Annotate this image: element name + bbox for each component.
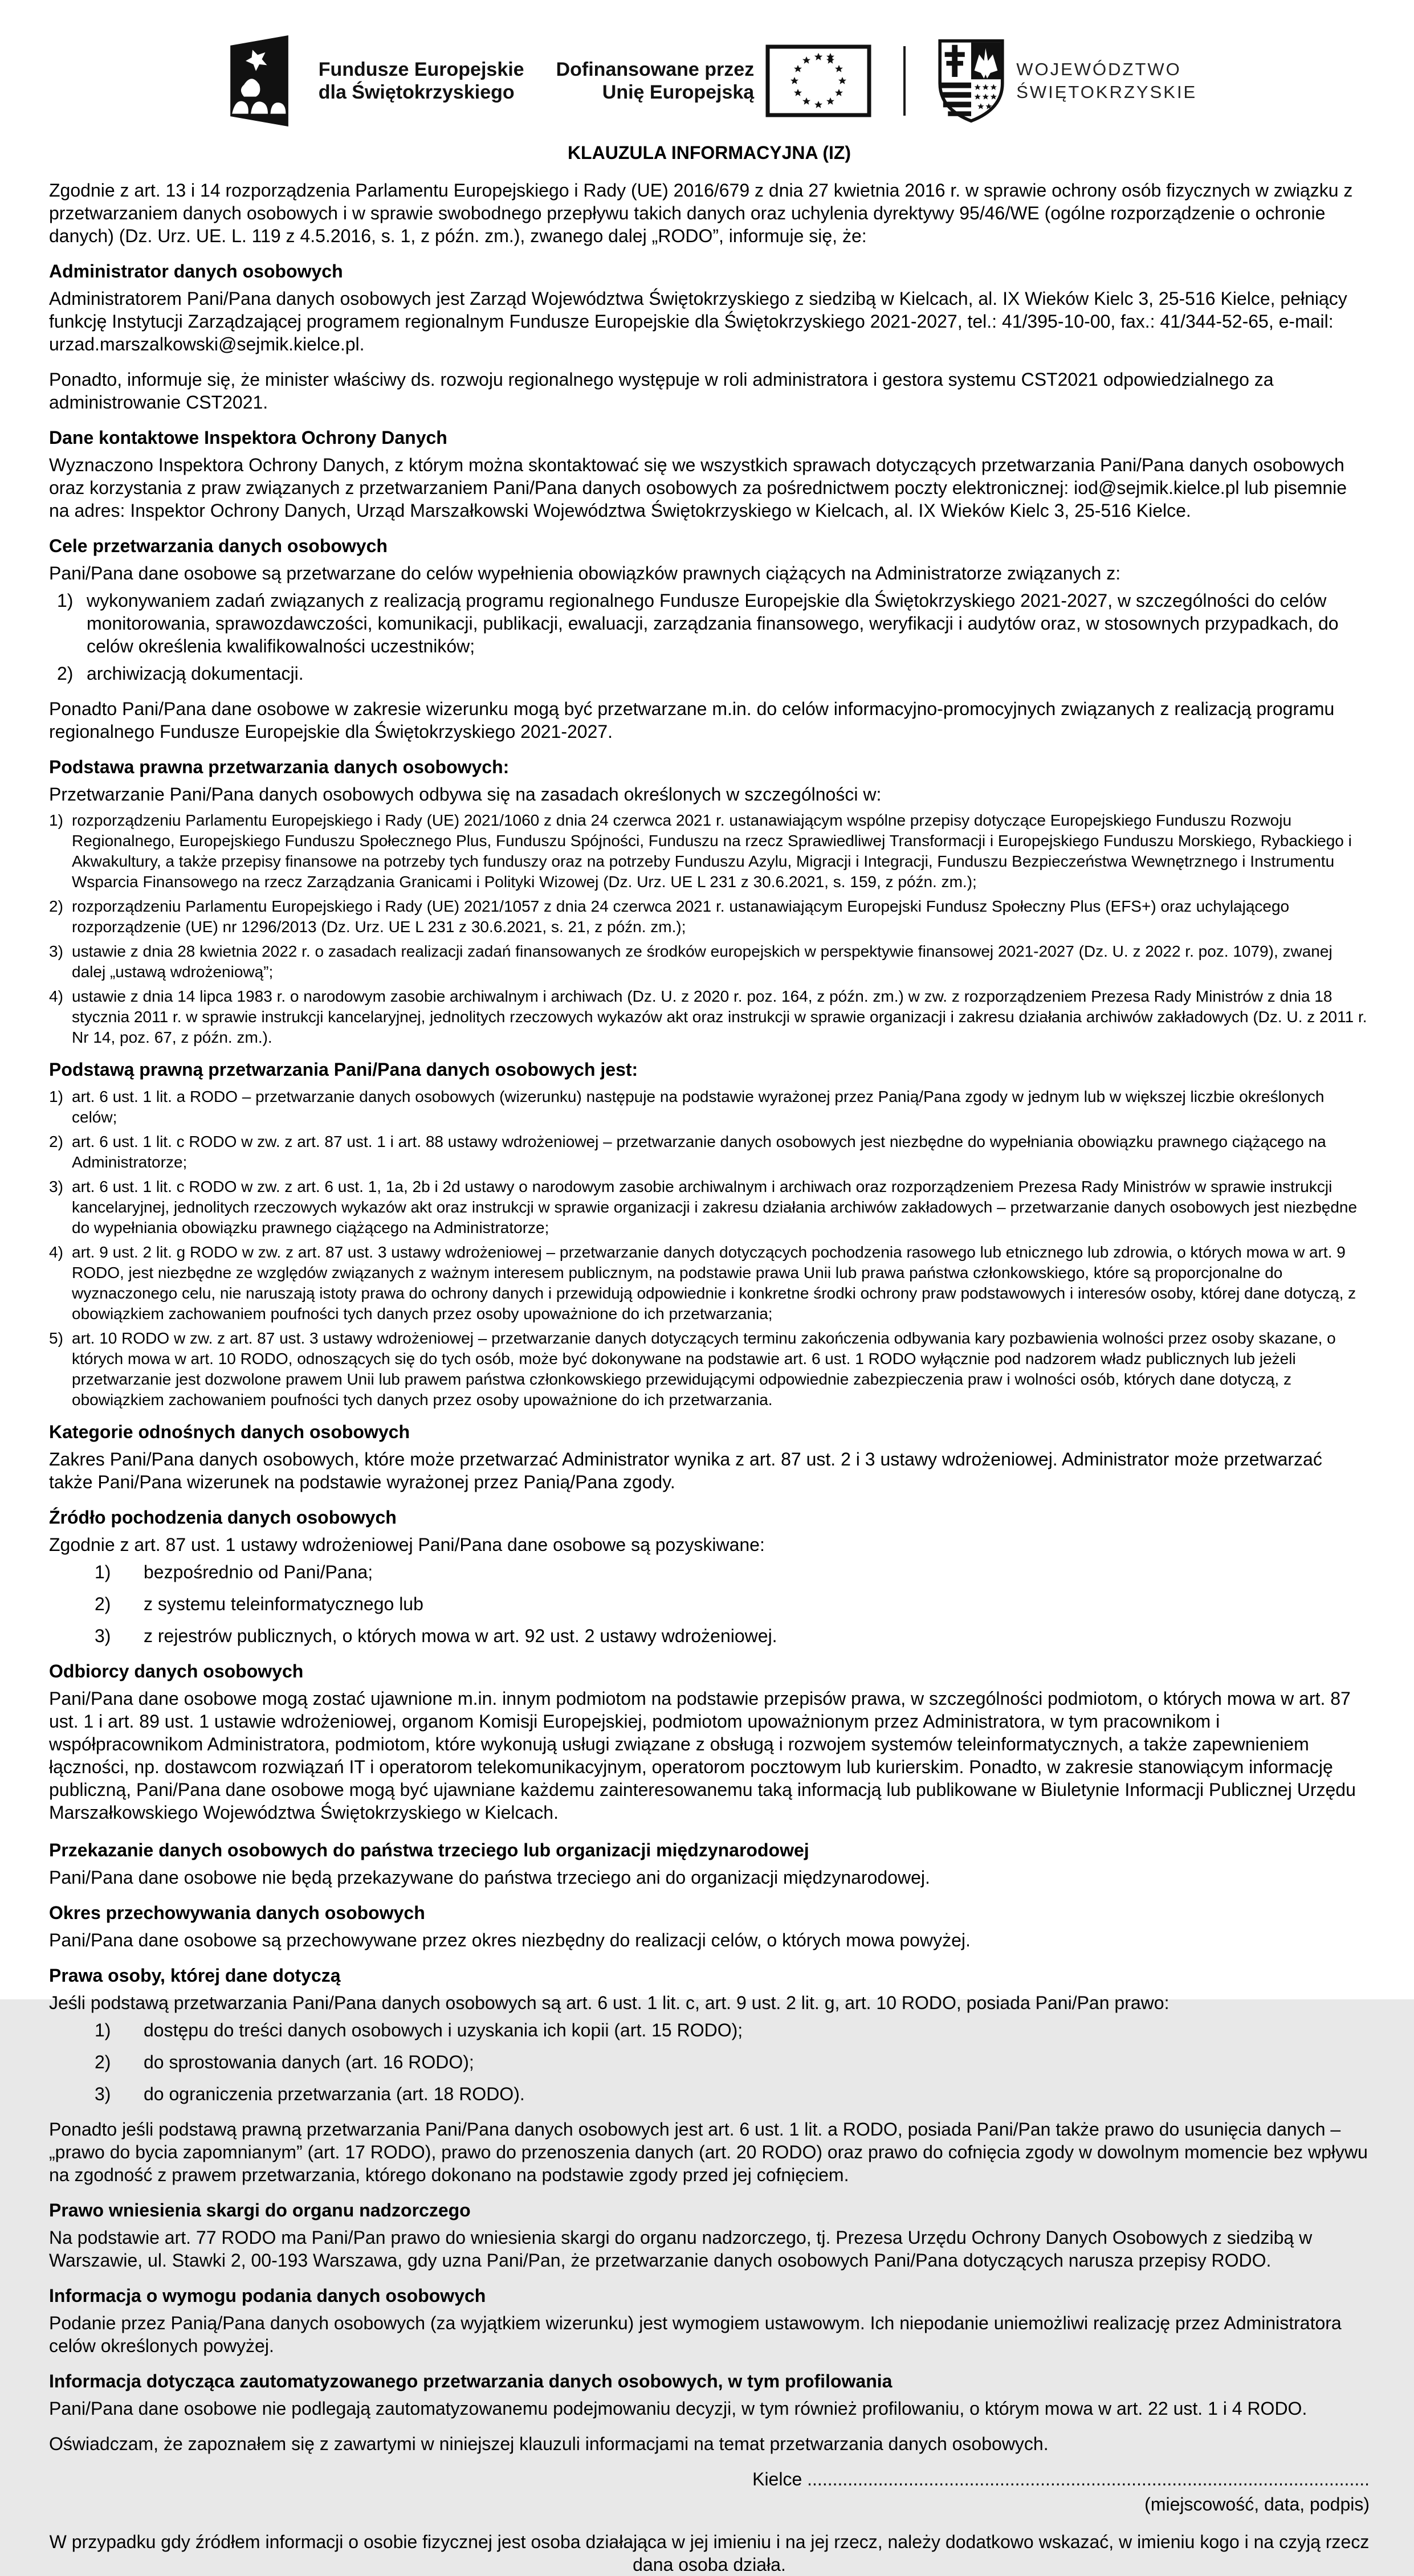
list-item: [49, 1087, 1370, 1128]
heading-prawa: Prawa osoby, której dane dotyczą: [49, 1965, 341, 1986]
wymog-paragraph: Podanie przez Panią/Pana danych osobowych (za wyjątkiem wizerunku) jest wymogiem ustawowym. Ich niepodanie uniemożliwi realizację przez Administratora celów określonych powyżej.: [49, 2313, 1342, 2356]
list-item-text: art. 6 ust. 1 lit. c RODO w zw. z art. 87 ust. 1 i art. 88 ustawy wdrożeniowej – przetwarzanie danych osobowych jest niezbędne do wypełniania obowiązku prawnego ciążącego na Administratorze;: [72, 1133, 1326, 1171]
list-item-number: 1): [95, 1562, 111, 1582]
prawa-paragraph-2: Ponadto jeśli podstawą prawną przetwarzania Pani/Pana danych osobowych jest art. 6 ust. 1 lit. a RODO, posiada Pani/Pan także prawo do usunięcia danych – „prawo do bycia zapomnianym” (art. 17 RODO), prawo do przenoszenia danych (art. 20 RODO) oraz prawo do cofnięcia zgody w dowolnym momencie bez wpływu na zgodność z prawem przetwarzania, którego dokonano na podstawie zgody przed jej cofnięciem.: [49, 2119, 1368, 2185]
list-item-number: 2): [49, 897, 63, 915]
list-item-number: 2): [49, 1133, 63, 1150]
fundusze-europejskie-flag-icon: [222, 32, 307, 130]
list-item-number: 3): [49, 942, 63, 960]
list-item-text: bezpośrednio od Pani/Pana;: [144, 1562, 373, 1582]
list-item-text: wykonywaniem zadań związanych z realizacją programu regionalnego Fundusze Europejskie dla Świętokrzyskiego 2021-2027, w szczególności do celów monitorowania, sprawozdawczości, komunikacji, publikacji, ewaluacji, zarządzania finansowego, weryfikacji i audytów oraz, w stosownych przypadkach, do celów określenia kwalifikowalności uczestników;: [87, 590, 1339, 656]
list-item: [95, 2019, 1370, 2042]
intro-paragraph: Zgodnie z art. 13 i 14 rozporządzenia Parlamentu Europejskiego i Rady (UE) 2016/679 z dnia 27 kwietnia 2016 r. w sprawie ochrony osób fizycznych w związku z przetwarzaniem danych osobowych i w sprawie swobodnego przepływu takich danych oraz uchylenia dyrektywy 95/46/WE (ogólne rozporządzenie o ochronie danych) (Dz. Urz. UE. L. 119 z 4.5.2016, s. 1, z późn. zm.), zwanego dalej „RODO”, informuje się, że:: [49, 180, 1353, 246]
zrodlo-lead: Zgodnie z art. 87 ust. 1 ustawy wdrożeniowej Pani/Pana dane osobowe są pozyskiwane:: [49, 1534, 765, 1555]
list-item-number: 3): [95, 1626, 111, 1646]
list-item-text: art. 9 ust. 2 lit. g RODO w zw. z art. 87 ust. 3 ustawy wdrożeniowej – przetwarzanie danych dotyczących pochodzenia rasowego lub etnicznego lub zdrowia, o których mowa w art. 9 RODO, jest niezbędne ze względów związanych z ważnym interesem publicznym, na podstawie prawa Unii lub prawa państwa członkowskiego, które są proporcjonalne do wyznaczonego celu, nie naruszają istoty prawa do ochrony danych i przewidują odpowiednie i konkretne środki ochrony praw podstawowych i interesów osoby, której dane dotyczą, z obowiązkiem zachowaniem poufności tych danych przez osoby upoważnione do ich przetwarzania;: [72, 1243, 1356, 1322]
list-item: [49, 1242, 1370, 1324]
administrator-paragraph-1: Administratorem Pani/Pana danych osobowych jest Zarząd Województwa Świętokrzyskiego z siedzibą w Kielcach, al. IX Wieków Kielc 3, 25-516 Kielce, pełniący funkcję Instytucji Zarządzającej programem regionalnym Fundusze Europejskie dla Świętokrzyskiego 2021-2027, tel.: 41/395-10-00, fax.: 41/344-52-65, e-mail: urzad.marszalkowski@sejmik.kielce.pl.: [49, 288, 1347, 354]
list-item-number: 2): [95, 1594, 111, 1614]
list-item-number: 2): [57, 663, 74, 684]
odbiorcy-paragraph: Pani/Pana dane osobowe mogą zostać ujawnione m.in. innym podmiotom na podstawie przepisów prawa, w szczególności podmiotom, o których mowa w art. 87 ust. 1 i art. 89 ust. 1 ustawie wdrożeniowej, organom Komisji Europejskiej, podmiotom upoważnionym przez Administratora, w tym pracownikom i współpracownikom Administratora, podmiotom, które wykonują usługi związane z obsługą i rozwojem systemów teleinformatycznych, a także zapewnieniem łączności, np. dostawcom rozwiązań IT i operatorom telekomunikacyjnym, operatorom pocztowym lub kurierskim. Ponadto, w zakresie stanowiącym informację publiczną, Pani/Pana dane osobowe mogą być ujawniane każdemu zainteresowanemu taką informacją lub publikowane w Biuletynie Informacji Publicznej Urzędu Marszałkowskiego Województwa Świętokrzyskiego w Kielcach.: [49, 1688, 1356, 1823]
logo-fundusze-text: Fundusze Europejskie dla Świętokrzyskiego: [318, 59, 524, 103]
inspektor-paragraph: Wyznaczono Inspektora Ochrony Danych, z którym można skontaktować się we wszystkich sprawach dotyczących przetwarzania Pani/Pana danych osobowych oraz korzystania z praw związanych z przetwarzaniem Pani/Pana danych osobowych za pośrednictwem poczty elektronicznej: iod@sejmik.kielce.pl lub pisemnie na adres: Inspektor Ochrony Danych, Urząd Marszałkowski Województwa Świętokrzyskiego w Kielcach, al. IX Wieków Kielc 3, 25-516 Kielce.: [49, 455, 1347, 521]
list-item: [49, 986, 1370, 1048]
podstawa-list-1: [49, 810, 1370, 1048]
list-item-number: 4): [49, 987, 63, 1005]
signature-line: [49, 2468, 1370, 2491]
heading-kategorie: Kategorie odnośnych danych osobowych: [49, 1422, 410, 1442]
logo-unia-europejska: [556, 44, 872, 117]
list-item-number: 3): [49, 1178, 63, 1195]
list-item-text: ustawie z dnia 28 kwietnia 2022 r. o zasadach realizacji zadań finansowanych ze środków europejskich w perspektywie finansowej 2021-2027 (Dz. U. z 2022 r. poz. 1079), zwanej dalej „ustawą wdrożeniową”;: [72, 942, 1332, 981]
cele-lead: Pani/Pana dane osobowe są przetwarzane do celów wypełnienia obowiązków prawnych ciążących na Administratorze związanych z:: [49, 563, 1121, 583]
list-item-number: 3): [95, 2084, 111, 2104]
list-item-text: z systemu teleinformatycznego lub: [144, 1594, 423, 1614]
wojewodztwo-coat-of-arms-icon: [938, 38, 1005, 124]
podstawa-lead: Przetwarzanie Pani/Pana danych osobowych odbywa się na zasadach określonych w szczególności w:: [49, 784, 882, 805]
list-item: [49, 1177, 1370, 1238]
list-item-number: 4): [49, 1243, 63, 1261]
heading-inspektor: Dane kontaktowe Inspektora Ochrony Danych: [49, 427, 447, 448]
heading-odbiorcy: Odbiorcy danych osobowych: [49, 1661, 304, 1681]
list-item-text: art. 10 RODO w zw. z art. 87 ust. 3 ustawy wdrożeniowej – przetwarzanie danych dotyczących terminu zakończenia odbywania kary pozbawienia wolności przez osoby skazane, o których mowa w art. 10 RODO, odnoszących się do tych osób, może być dokonywane na podstawie art. 6 ust. 1 RODO wyłącznie pod nadzorem władz publicznych lub jeżeli przetwarzanie jest dozwolone prawem Unii lub prawem państwa członkowskiego przewidującymi odpowiednie zabezpieczenia praw i wolności osób, których dane dotyczą, z obowiązkiem zachowaniem poufności tych danych przez osoby upoważnione do ich przetwarzania.: [72, 1329, 1336, 1409]
list-item: [49, 941, 1370, 982]
list-item: [95, 1561, 1370, 1583]
signature-caption: (miejscowość, data, podpis): [1144, 2494, 1370, 2514]
list-item: [95, 2051, 1370, 2073]
administrator-paragraph-2: Ponadto, informuje się, że minister właściwy ds. rozwoju regionalnego występuje w roli administratora i gestora systemu CST2021 odpowiedzialnego za administrowanie CST2021.: [49, 369, 1274, 413]
podstawa-lead-2: Podstawą prawną przetwarzania Pani/Pana danych osobowych jest:: [49, 1059, 638, 1080]
logo-wojewodztwo-swietokrzyskie: [938, 38, 1197, 124]
footer-note: W przypadku gdy źródłem informacji o osobie fizycznej jest osoba działająca w jej imieniu i na jej rzecz, należy dodatkowo wskazać, w imieniu kogo i na czyją rzecz dana osoba działa.: [49, 2532, 1370, 2575]
header-logos: [49, 24, 1370, 138]
oswiadczenie-paragraph: Oświadczam, że zapoznałem się z zawartymi w niniejszej klauzuli informacjami na temat przetwarzania danych osobowych.: [49, 2434, 1049, 2454]
heading-skarga: Prawo wniesienia skargi do organu nadzorczego: [49, 2200, 471, 2220]
list-item-text: ustawie z dnia 14 lipca 1983 r. o narodowym zasobie archiwalnym i archiwach (Dz. U. z 2020 r. poz. 164, z późn. zm.) w zw. z rozporządzeniem Prezesa Rady Ministrów z dnia 18 stycznia 2011 r. w sprawie instrukcji kancelaryjnej, jednolitych rzeczowych wykazów akt oraz instrukcji w sprawie organizacji i zakresu działania archiwów zakładowych (Dz. U. z 2011 r. Nr 14, poz. 67, z późn. zm.).: [72, 987, 1367, 1046]
list-item-text: rozporządzeniu Parlamentu Europejskiego i Rady (UE) 2021/1060 z dnia 24 czerwca 2021 r. ustanawiającym wspólne przepisy dotyczące Europejskiego Funduszu Rozwoju Regionalnego, Europejskiego Funduszu Społecznego Plus, Funduszu Spójności, Funduszu na rzecz Sprawiedliwej Transformacji i Europejskiego Funduszu Morskiego, Rybackiego i Akwakultury, a także przepisy finansowe na potrzeby tych funduszy oraz na potrzeby Funduszu Azylu, Migracji i Integracji, Funduszu Bezpieczeństwa Wewnętrznego i Instrumentu Wsparcia Finansowego na rzecz Zarządzania Granicami i Polityki Wizowej (Dz. Urz. UE L 231 z 30.6.2021, s. 159, z późn. zm.);: [72, 811, 1352, 891]
list-item-text: rozporządzeniu Parlamentu Europejskiego i Rady (UE) 2021/1057 z dnia 24 czerwca 2021 r. ustanawiającym Europejski Fundusz Społeczny Plus (EFS+) oraz uchylającego rozporządzenie (UE) nr 1296/2013 (Dz. Urz. UE L 231 z 30.6.2021, s. 21, z późn. zm.);: [72, 897, 1290, 936]
logo-eu-text: Dofinansowane przez Unię Europejską: [556, 59, 755, 103]
list-item-number: 2): [95, 2052, 111, 2072]
cele-paragraph-2: Ponadto Pani/Pana dane osobowe w zakresie wizerunku mogą być przetwarzane m.in. do celów informacyjno-promocyjnych związanych z realizacją programu regionalnego Fundusze Europejskie dla Świętokrzyskiego 2021-2027.: [49, 699, 1335, 742]
list-item-text: z rejestrów publicznych, o których mowa w art. 92 ust. 2 ustawy wdrożeniowej.: [144, 1626, 777, 1646]
list-item-number: 5): [49, 1329, 63, 1347]
list-item-text: do ograniczenia przetwarzania (art. 18 RODO).: [144, 2084, 525, 2104]
przekazanie-paragraph: Pani/Pana dane osobowe nie będą przekazywane do państwa trzeciego ani do organizacji międzynarodowej.: [49, 1867, 930, 1888]
list-item: [95, 1593, 1370, 1615]
kategorie-paragraph: Zakres Pani/Pana danych osobowych, które może przetwarzać Administrator wynika z art. 87 ust. 2 i 3 ustawy wdrożeniowej. Administrator może przetwarzać także Pani/Pana wizerunek na podstawie wyrażonej przez Panią/Pana zgody.: [49, 1449, 1322, 1492]
cele-list: [49, 589, 1370, 685]
automat-paragraph: Pani/Pana dane osobowe nie podlegają zautomatyzowanemu podejmowaniu decyzji, w tym również profilowaniu, o którym mowa w art. 22 ust. 1 i 4 RODO.: [49, 2398, 1307, 2419]
list-item-number: 1): [49, 1088, 63, 1105]
list-item: [57, 662, 1370, 685]
prawa-lead: Jeśli podstawą przetwarzania Pani/Pana danych osobowych są art. 6 ust. 1 lit. c, art. 9 ust. 2 lit. g, art. 10 RODO, posiada Pani/Pan prawo:: [49, 1993, 1169, 2013]
list-item-text: do sprostowania danych (art. 16 RODO);: [144, 2052, 474, 2072]
podstawa-list-2: [49, 1087, 1370, 1410]
list-item: [49, 896, 1370, 937]
page-title: KLAUZULA INFORMACYJNA (IZ): [567, 142, 851, 163]
okres-paragraph: Pani/Pana dane osobowe są przechowywane przez okres niezbędny do realizacji celów, o których mowa powyżej.: [49, 1930, 971, 1950]
list-item-text: dostępu do treści danych osobowych i uzyskania ich kopii (art. 15 RODO);: [144, 2020, 743, 2040]
list-item: [95, 2083, 1370, 2105]
list-item: [95, 1624, 1370, 1647]
list-item-number: 1): [49, 811, 63, 829]
logo-wojewodztwo-text: WOJEWÓDZTWO ŚWIĘTOKRZYSKIE: [1016, 59, 1197, 102]
heading-wymog: Informacja o wymogu podania danych osobowych: [49, 2285, 486, 2306]
list-item-text: art. 6 ust. 1 lit. c RODO w zw. z art. 6 ust. 1, 1a, 2b i 2d ustawy o narodowym zasobie archiwalnym i archiwach oraz rozporządzeniem Prezesa Rady Ministrów w sprawie instrukcji kancelaryjnej, jednolitych rzeczowych wykazów akt oraz instrukcji w sprawie organizacji i zakresu działania archiwów zakładowych – przetwarzanie danych osobowych jest niezbędne do wypełniania obowiązku prawnego ciążącego na Administratorze;: [72, 1178, 1358, 1236]
list-item: [49, 810, 1370, 892]
list-item: [49, 1328, 1370, 1410]
header-divider: [903, 46, 906, 116]
heading-podstawa: Podstawa prawna przetwarzania danych osobowych:: [49, 757, 510, 777]
list-item: [49, 1132, 1370, 1173]
heading-automat: Informacja dotycząca zautomatyzowanego przetwarzania danych osobowych, w tym profilowania: [49, 2371, 893, 2391]
signature-place: Kielce: [752, 2469, 802, 2489]
heading-zrodlo: Źródło pochodzenia danych osobowych: [49, 1507, 397, 1528]
heading-cele: Cele przetwarzania danych osobowych: [49, 536, 388, 556]
list-item-number: 1): [95, 2020, 111, 2040]
heading-przekazanie: Przekazanie danych osobowych do państwa trzeciego lub organizacji międzynarodowej: [49, 1840, 809, 1860]
logo-fundusze-europejskie: [222, 32, 524, 130]
skarga-paragraph: Na podstawie art. 77 RODO ma Pani/Pan prawo do wniesienia skargi do organu nadzorczego, tj. Prezesa Urzędu Ochrony Danych Osobowych z siedzibą w Warszawie, ul. Stawki 2, 00-193 Warszawa, gdy uzna Pani/Pan, że przetwarzanie danych osobowych Pani/Pana dotyczących narusza przepisy RODO.: [49, 2227, 1313, 2271]
list-item-text: archiwizacją dokumentacji.: [87, 663, 304, 684]
prawa-list: [49, 2019, 1370, 2105]
eu-flag-icon: [765, 44, 871, 117]
zrodlo-list: [49, 1561, 1370, 1647]
heading-administrator: Administrator danych osobowych: [49, 261, 343, 281]
heading-okres: Okres przechowywania danych osobowych: [49, 1903, 425, 1923]
list-item-text: art. 6 ust. 1 lit. a RODO – przetwarzanie danych osobowych (wizerunku) następuje na podstawie wyrażonej przez Panią/Pana zgody w jednym lub w większej liczbie określonych celów;: [72, 1088, 1325, 1126]
list-item-number: 1): [57, 590, 74, 611]
list-item: [57, 589, 1370, 658]
signature-dots: ...............................................................................................................: [807, 2469, 1370, 2489]
